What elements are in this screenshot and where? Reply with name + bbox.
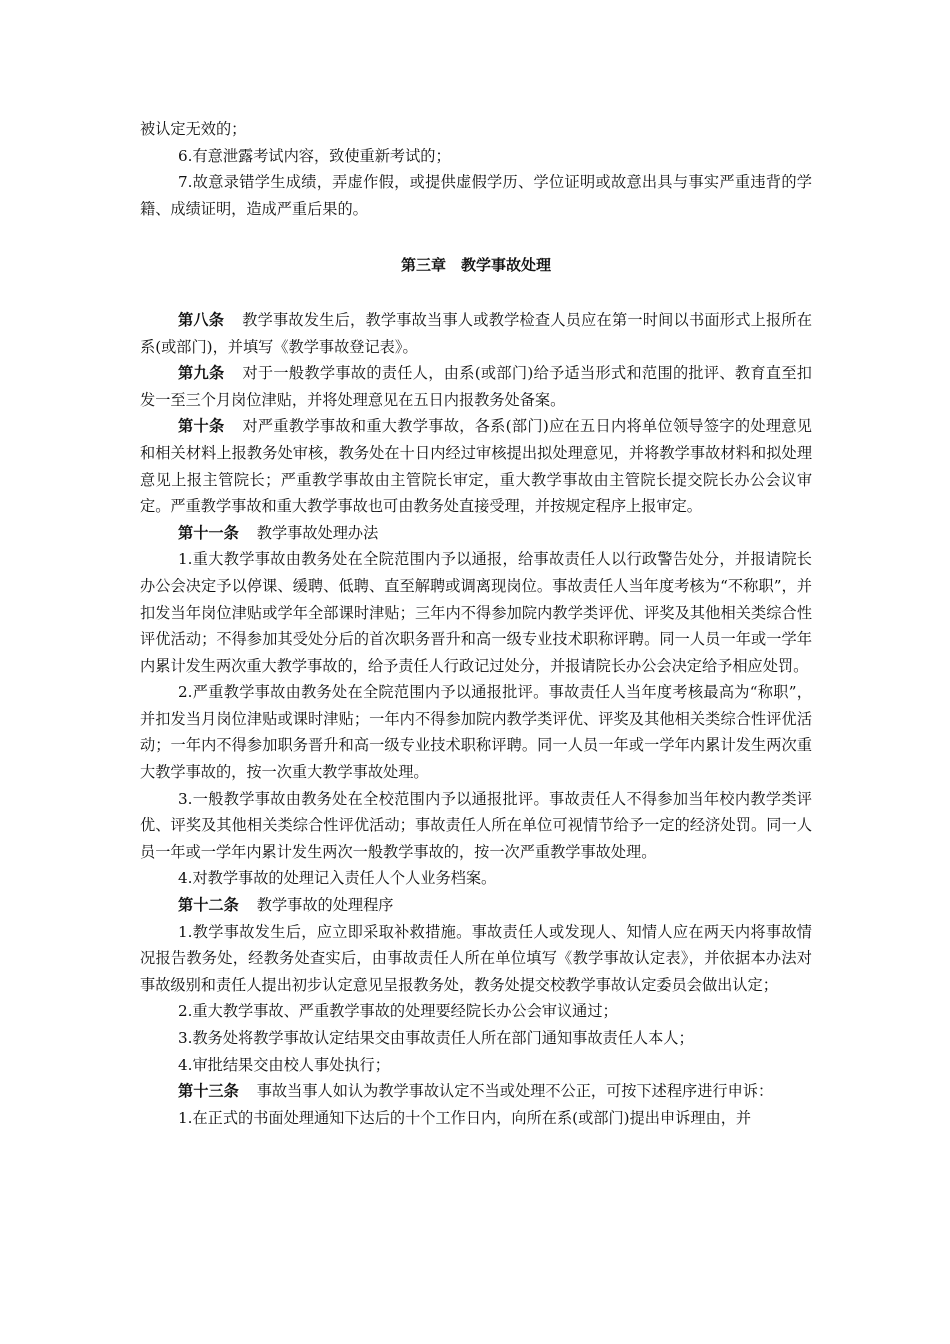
list-item: 2.严重教学事故由教务处在全院范围内予以通报批评。事故责任人当年度考核最高为“称职”，并扣发当月岗位津贴或课时津贴；一年内不得参加院内教学类评优、评奖及其他相关类综合性评优活动；一年内不得参加职务晋升和高一级专业技术职称评聘。同一人员一年或一学年内累计发生两次重大教学事故的，按一次重大教学事故处理。	[140, 683, 812, 782]
article-12	[140, 892, 812, 919]
list-item: 3.一般教学事故由教务处在全校范围内予以通报批评。事故责任人不得参加当年校内教学类评优、评奖及其他相关类综合性评优活动；事故责任人所在单位可视情节给予一定的经济处罚。同一人员一年或一学年内累计发生两次一般教学事故的，按一次严重教学事故处理。	[140, 789, 812, 861]
article-label: 第十条	[178, 417, 225, 436]
article-text: 对于一般教学事故的责任人，由系(或部门)给予适当形式和范围的批评、教育直至扣发一至三个月岗位津贴，并将处理意见在五日内报教务处备案。	[140, 364, 812, 409]
article-11	[140, 520, 812, 547]
article-text: 事故当事人如认为教学事故认定不当或处理不公正，可按下述程序进行申诉：	[256, 1082, 774, 1101]
list-item: 1.在正式的书面处理通知下达后的十个工作日内，向所在系(或部门)提出申诉理由，并	[178, 1108, 752, 1127]
article-8	[140, 307, 812, 360]
article-9	[140, 360, 812, 413]
article-text: 对严重教学事故和重大教学事故，各系(部门)应在五日内将单位领导签字的处理意见和相关材料上报教务处审核，教务处在十日内经过审核提出拟处理意见，并将教学事故材料和拟处理意见上报主管院长；严重教学事故由主管院长审定，重大教学事故由主管院长提交院长办公会议审定。严重教学事故和重大教学事故也可由教务处直接受理，并按规定程序上报审定。	[140, 417, 812, 516]
article-10	[140, 413, 812, 519]
list-item: 7.故意录错学生成绩，弄虚作假，或提供虚假学历、学位证明或故意出具与事实严重违背的学籍、成绩证明，造成严重后果的。	[140, 173, 812, 218]
document-page	[140, 116, 812, 1131]
article-text: 教学事故发生后，教学事故当事人或教学检查人员应在第一时间以书面形式上报所在系(或部门)，并填写《教学事故登记表》。	[140, 310, 813, 356]
article-label: 第八条	[178, 310, 225, 329]
article-label: 第九条	[178, 364, 225, 383]
list-item: 1.教学事故发生后，应立即采取补救措施。事故责任人或发现人、知情人应在两天内将事故情况报告教务处，经教务处查实后，由事故责任人所在单位填写《教学事故认定表》，并依据本办法对事故级别和责任人提出初步认定意见呈报教务处，教务处提交校教学事故认定委员会做出认定；	[140, 922, 812, 994]
article-13	[140, 1078, 812, 1105]
list-item: 6.有意泄露考试内容，致使重新考试的；	[178, 146, 451, 165]
list-item: 4.审批结果交由校人事处执行；	[178, 1055, 390, 1074]
article-text: 教学事故的处理程序	[256, 896, 394, 915]
article-label: 第十二条	[178, 896, 239, 915]
list-item: 1.重大教学事故由教务处在全院范围内予以通报，给事故责任人以行政警告处分，并报请院长办公会决定予以停课、缓聘、低聘、直至解聘或调离现岗位。事故责任人当年度考核为“不称职”，并扣发当年岗位津贴或学年全部课时津贴；三年内不得参加院内教学类评优、评奖及其他相关类综合性评优活动；不得参加其受处分后的首次职务晋升和高一级专业技术职称评聘。同一人员一年或一学年内累计发生两次重大教学事故的，给予责任人行政记过处分，并报请院长办公会决定给予相应处罚。	[140, 550, 812, 675]
article-label: 第十一条	[178, 523, 239, 542]
paragraph: 被认定无效的；	[140, 120, 247, 138]
chapter-heading: 第三章 教学事故处理	[400, 256, 551, 275]
list-item: 2.重大教学事故、严重教学事故的处理要经院长办公会审议通过；	[178, 1002, 618, 1021]
list-item: 3.教务处将教学事故认定结果交由事故责任人所在部门通知事故责任人本人；	[178, 1029, 694, 1047]
list-item: 4.对教学事故的处理记入责任人个人业务档案。	[178, 869, 497, 888]
article-text: 教学事故处理办法	[256, 523, 379, 542]
article-label: 第十三条	[178, 1082, 239, 1101]
